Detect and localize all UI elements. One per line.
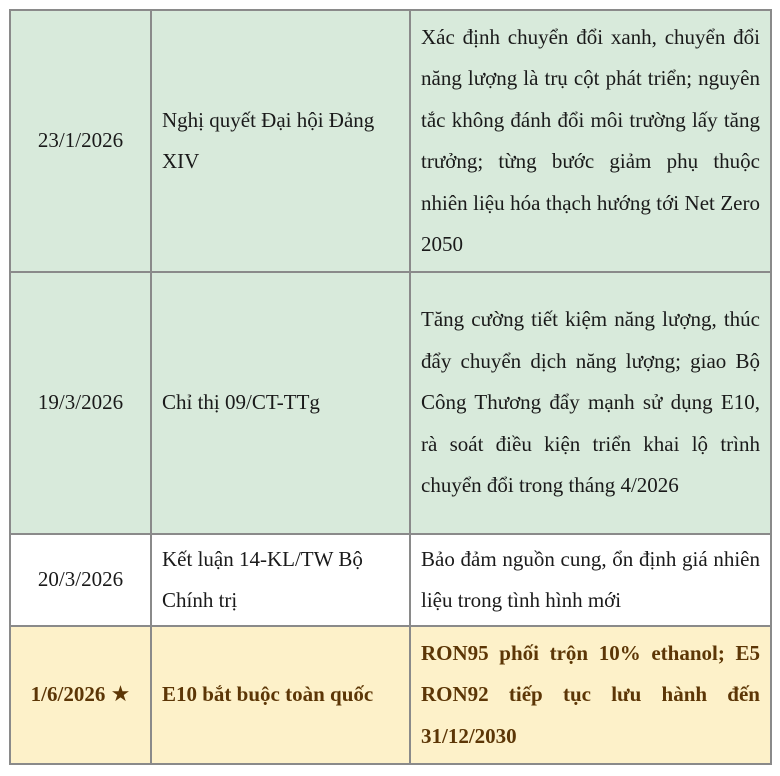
star-icon: ★ [110, 682, 131, 708]
row-description: Tăng cường tiết kiệm năng lượng, thúc đẩy chuyển dịch năng lượng; giao Bộ Công Thương đẩy mạnh sử dụng E10, rà soát điều kiện triển khai lộ trình chuyển đổi trong tháng 4/2026 [410, 272, 771, 534]
row-date: 23/1/2026 [10, 10, 151, 272]
row-description: RON95 phối trộn 10% ethanol; E5 RON92 tiếp tục lưu hành đến 31/12/2030 [410, 626, 771, 764]
row-date-cell [10, 626, 151, 764]
table-row-highlight [10, 626, 771, 764]
row-date: 19/3/2026 [10, 272, 151, 534]
row-document: E10 bắt buộc toàn quốc [151, 626, 410, 764]
table-row [10, 272, 771, 534]
row-document: Nghị quyết Đại hội Đảng XIV [151, 10, 410, 272]
row-description: Bảo đảm nguồn cung, ổn định giá nhiên liệu trong tình hình mới [410, 534, 771, 626]
row-date: 1/6/2026 [30, 682, 106, 707]
policy-timeline-table [9, 9, 772, 765]
row-document: Kết luận 14-KL/TW Bộ Chính trị [151, 534, 410, 626]
row-description: Xác định chuyển đổi xanh, chuyển đổi năng lượng là trụ cột phát triển; nguyên tắc không đánh đổi môi trường lấy tăng trưởng; từng bước giảm phụ thuộc nhiên liệu hóa thạch hướng tới Net Zero 2050 [410, 10, 771, 272]
table-row [10, 10, 771, 272]
table-row [10, 534, 771, 626]
row-document: Chỉ thị 09/CT-TTg [151, 272, 410, 534]
row-date: 20/3/2026 [10, 534, 151, 626]
